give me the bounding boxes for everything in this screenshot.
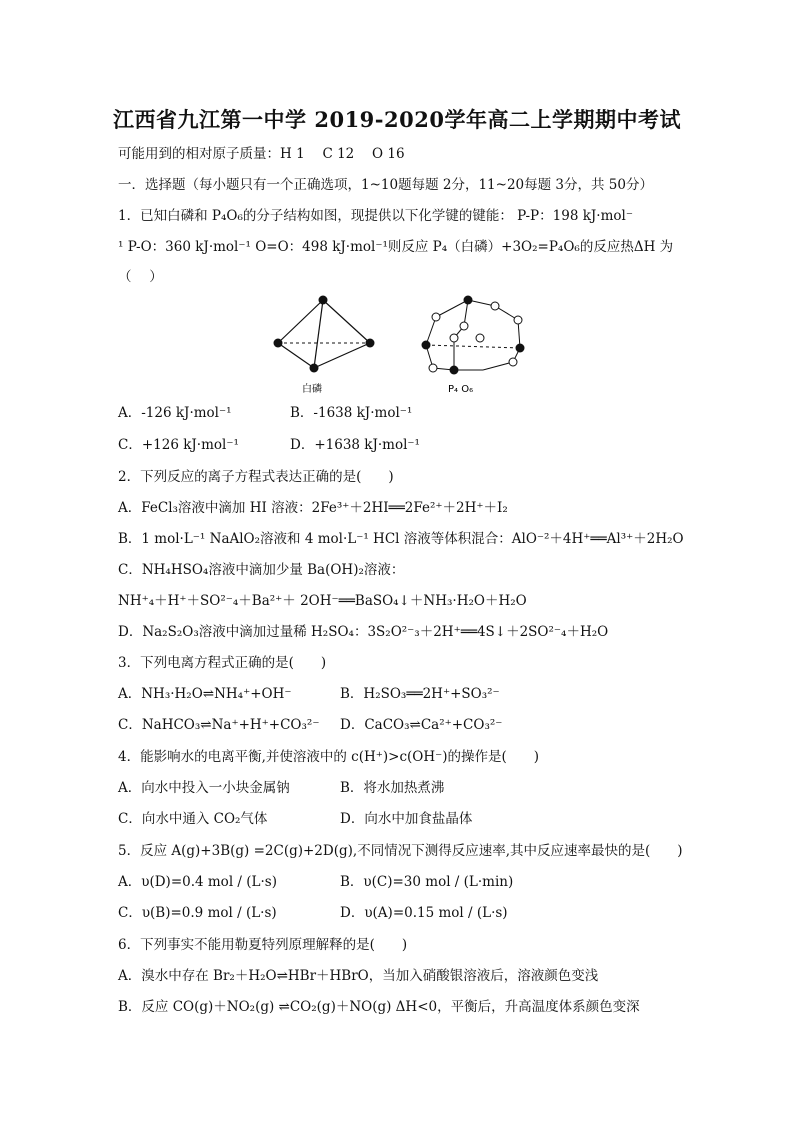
q2-option-a: A．FeCl₃溶液中滴加 HI 溶液：2Fe³⁺＋2HI══2Fe²⁺＋2H⁺＋I₂ [118,500,508,516]
section-heading: 一．选择题（每小题只有一个正确选项，1~10题每题 2分，11~20每题 3分，共 50分） [118,177,653,193]
q2-stem: 2．下列反应的离子方程式表达正确的是( ) [118,469,394,485]
q3-option-a: A．NH₃·H₂O⇌NH₄⁺+OH⁻ [118,686,292,702]
q2-option-c-equation: NH⁺₄＋H⁺＋SO²⁻₄＋Ba²⁺＋ 2OH⁻══BaSO₄↓＋NH₃·H₂O＋H₂O [118,593,527,609]
q3-option-d: D．CaCO₃⇌Ca²⁺+CO₃²⁻ [340,717,503,733]
q4-option-c: C．向水中通入 CO₂气体 [118,811,268,827]
q2-option-d: D．Na₂S₂O₃溶液中滴加过量稀 H₂SO₄：3S₂O²⁻₃＋2H⁺══4S↓＋2SO²⁻₄＋H₂O [118,624,609,640]
q1-option-c: C．+126 kJ·mol⁻¹ [118,437,239,453]
q1-option-a: A．-126 kJ·mol⁻¹ [118,405,232,421]
p4o6-diagram [422,296,525,375]
page-title: 江西省九江第一中学 2019-2020学年高二上学期期中考试 [113,107,681,132]
white-phosphorus-diagram [274,296,375,373]
q1-stem-line1: 1．已知白磷和 P₄O₆的分子结构如图，现提供以下化学键的键能： P-P：198 kJ·mol⁻ [118,208,633,224]
white-phosphorus-label: 白磷 [302,384,322,395]
q4-option-b: B．将水加热煮沸 [340,780,445,796]
q5-option-a: A．υ(D)=0.4 mol / (L·s) [118,874,277,890]
atomic-masses: 可能用到的相对原子质量：H 1 C 12 O 16 [118,146,405,162]
q4-option-d: D．向水中加食盐晶体 [340,811,473,827]
q3-option-b: B．H₂SO₃══2H⁺+SO₃²⁻ [340,686,500,702]
molecule-structure-figure [268,290,528,400]
q2-option-b: B．1 mol·L⁻¹ NaAlO₂溶液和 4 mol·L⁻¹ HCl 溶液等体积混合：AlO⁻²＋4H⁺══Al³⁺＋2H₂O [118,531,684,547]
q1-option-d: D．+1638 kJ·mol⁻¹ [290,437,420,453]
q1-option-b: B．-1638 kJ·mol⁻¹ [290,405,413,421]
p4o6-label: P₄ O₆ [448,384,474,395]
q5-option-b: B．υ(C)=30 mol / (L·min) [340,874,514,890]
q5-option-d: D．υ(A)=0.15 mol / (L·s) [340,905,508,921]
q5-option-c: C．υ(B)=0.9 mol / (L·s) [118,905,277,921]
q4-option-a: A．向水中投入一小块金属钠 [118,780,290,796]
q6-option-b: B．反应 CO(g)＋NO₂(g) ⇌CO₂(g)＋NO(g) ΔH<0，平衡后，升高温度体系颜色变深 [118,999,640,1015]
q3-stem: 3．下列电离方程式正确的是( ) [118,655,327,671]
q6-stem: 6．下列事实不能用勒夏特列原理解释的是( ) [118,937,408,953]
q5-stem: 5．反应 A(g)+3B(g) =2C(g)+2D(g),不同情况下测得反应速率,其中反应速率最快的是( ) [118,843,683,859]
q1-stem-line3: （ ） [118,269,163,285]
q6-option-a: A．溴水中存在 Br₂＋H₂O⇌HBr＋HBrO，当加入硝酸银溶液后，溶液颜色变浅 [118,968,599,984]
q1-stem-line2: ¹ P-O：360 kJ·mol⁻¹ O=O：498 kJ·mol⁻¹则反应 P₄（白磷）+3O₂=P₄O₆的反应热ΔH 为 [118,239,674,255]
q2-option-c: C．NH₄HSO₄溶液中滴加少量 Ba(OH)₂溶液： [118,562,405,578]
q4-stem: 4．能影响水的电离平衡,并使溶液中的 c(H⁺)>c(OH⁻)的操作是( ) [118,749,540,765]
q3-option-c: C．NaHCO₃⇌Na⁺+H⁺+CO₃²⁻ [118,717,320,733]
